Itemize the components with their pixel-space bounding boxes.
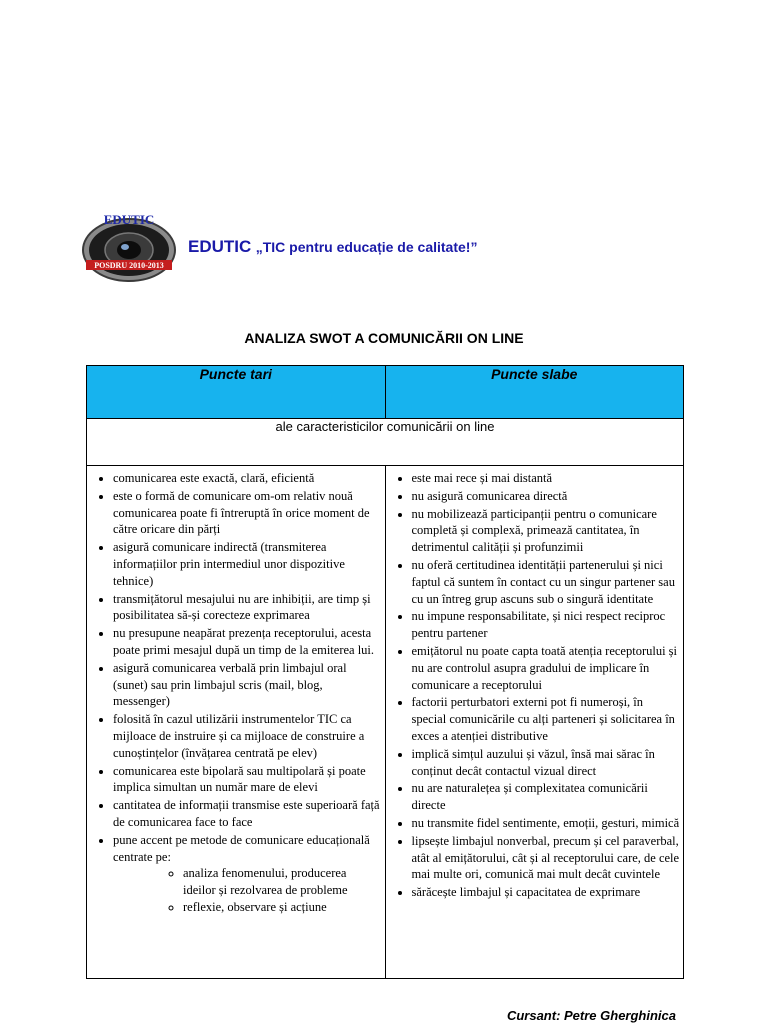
list-item: • nu asigură comunicarea directă [412, 488, 684, 505]
svg-text:POSDRU 2010-2013: POSDRU 2010-2013 [94, 261, 164, 270]
list-item-text: pune accent pe metode de comunicare educațională centrate pe: [113, 832, 370, 864]
header-line [188, 237, 477, 257]
strengths-sublist [113, 865, 382, 915]
list-item: • factorii perturbatori externi pot fi numeroși, în special comunicările cu alți parteneri și solicitarea în exces a atenției distributive [412, 694, 684, 744]
document-title: ANALIZA SWOT A COMUNICĂRII ON LINE [244, 330, 524, 346]
strengths-cell [87, 466, 386, 979]
list-item: • cantitatea de informații transmise este superioară față de comunicarea face to face [113, 797, 385, 831]
list-item: • nu presupune neapărat prezența receptorului, acesta poate primi mesajul după un timp de la emiterea lui. [113, 625, 385, 659]
brand-tagline: „TIC pentru educație de calitate!” [255, 239, 478, 255]
list-item: • emițătorul nu poate capta toată atenția receptorului și nu are controlul asupra gradului de implicare în comunicare a receptorului [412, 643, 684, 693]
weaknesses-list [386, 470, 684, 901]
brand-name: EDUTIC [188, 237, 252, 256]
edutic-logo [80, 210, 178, 284]
list-item: • nu transmite fidel sentimente, emoții, gesturi, mimică [412, 815, 684, 832]
list-item: • asigură comunicare indirectă (transmiterea informațiilor prin intermediul unor dispozitive tehnice) [113, 539, 385, 589]
list-item: • comunicarea este exactă, clară, eficientă [113, 470, 385, 487]
list-item: • folosită în cazul utilizării instrumentelor TIC ca mijloace de instruire și ca mijloace de construire a cunoștințelor (învățarea centrată pe elev) [113, 711, 385, 761]
list-item: • lipsește limbajul nonverbal, precum și cel paraverbal, atât al emițătorului, cât și al receptorului care, de cele mai multe ori, comunică mai mult decât cuvintele [412, 833, 684, 883]
sub-list-item: ◦ analiza fenomenului, producerea ideilor și rezolvarea de probleme [183, 865, 382, 899]
list-item: • nu impune responsabilitate, și nici respect reciproc pentru partener [412, 608, 684, 642]
column-header-strengths: Puncte tari [87, 366, 386, 419]
list-item: • nu oferă certitudinea identității partenerului și nici faptul că suntem în contact cu un singur partener sau cu un întreg grup ascuns sub o singură identitate [412, 557, 684, 607]
svg-text:EDUTIC: EDUTIC [103, 212, 155, 227]
strengths-list [87, 470, 385, 916]
list-item: • comunicarea este bipolară sau multipolară și poate implica simultan un număr mare de elevi [113, 763, 385, 797]
list-item: • sărăcește limbajul și capacitatea de exprimare [412, 884, 684, 901]
list-item: • asigură comunicarea verbală prin limbajul oral (sunet) sau prin limbajul scris (mail, blog, messenger) [113, 660, 385, 710]
footer-author: Cursant: Petre Gherghinica [506, 1008, 676, 1023]
sub-list-item: ◦ reflexie, observare și acțiune [183, 899, 382, 916]
list-item: • este mai rece și mai distantă [412, 470, 684, 487]
column-header-weaknesses: Puncte slabe [385, 366, 684, 419]
list-item: • nu mobilizează participanții pentru o comunicare completă și complexă, primează cantitatea, în detrimentul calității și profunzimii [412, 506, 684, 556]
list-item: • nu are naturalețea și complexitatea comunicării directe [412, 780, 684, 814]
weaknesses-cell [385, 466, 684, 979]
list-item: • implică simțul auzului și văzul, însă mai sărac în conținut decât contactul vizual direct [412, 746, 684, 780]
swot-table [86, 365, 684, 979]
list-item: • transmițătorul mesajului nu are inhibiții, are timp și posibilitatea să-și corecteze exprimarea [113, 591, 385, 625]
table-subheader: ale caracteristicilor comunicării on line [87, 419, 684, 466]
list-item [113, 832, 385, 916]
list-item: • este o formă de comunicare om-om relativ nouă comunicarea poate fi întreruptă în orice moment de către oricare din părți [113, 488, 385, 538]
